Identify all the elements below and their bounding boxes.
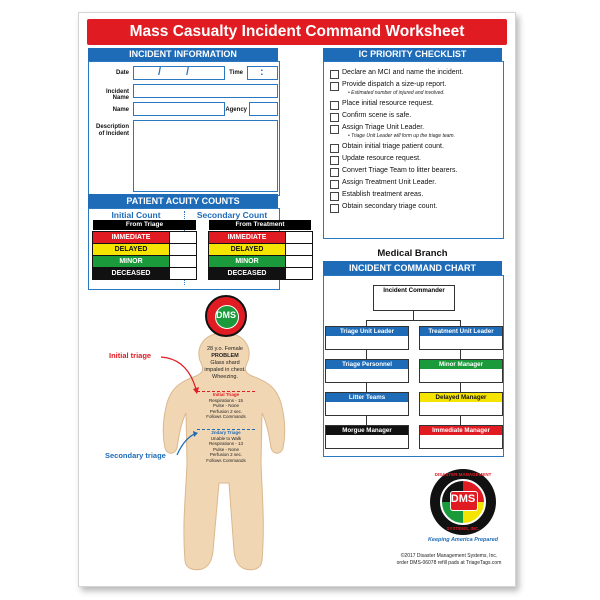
date-separator-2: / — [186, 66, 190, 78]
count-cell[interactable] — [169, 244, 196, 255]
morgue-manager-label: Morgue Manager — [326, 426, 408, 435]
date-label: Date — [115, 70, 129, 76]
footer-copyright: ©2017 Disaster Management Systems, Inc. — [400, 553, 498, 559]
minor-manager-box[interactable] — [419, 359, 503, 383]
secondary-deceased-row[interactable] — [208, 267, 313, 280]
immediate-label: IMMEDIATE — [93, 232, 169, 243]
tag-secondary-triage-block — [197, 429, 255, 463]
checklist-checkbox[interactable] — [330, 125, 339, 134]
checklist-item: Establish treatment areas. — [342, 191, 424, 198]
triage-personnel-label: Triage Personnel — [326, 360, 408, 369]
triage-unit-leader-box[interactable] — [325, 326, 409, 350]
minor-label: MINOR — [209, 256, 285, 267]
delayed-label: DELAYED — [93, 244, 169, 255]
tag-initial-line: Respirations - 15 — [208, 397, 244, 403]
checklist-checkbox[interactable] — [330, 180, 339, 189]
incident-info-header: INCIDENT INFORMATION — [88, 48, 278, 61]
checklist-checkbox[interactable] — [330, 156, 339, 165]
tag-initial-line: Follows Commands — [206, 414, 246, 419]
checklist-item: Confirm scene is safe. — [342, 112, 412, 119]
footer-logo-text: DMS — [450, 493, 476, 505]
checklist-item: Obtain initial triage patient count. — [342, 143, 444, 150]
tag-secondary-line: Unable to Walk — [210, 435, 242, 441]
footer-logo — [430, 469, 496, 535]
tag-secondary-title: 2ndary Triage — [211, 430, 241, 435]
tag-logo — [205, 295, 247, 337]
tag-initial-line: Perfusion 2 sec. — [209, 408, 243, 414]
count-cell[interactable] — [285, 244, 312, 255]
connector-line — [366, 320, 460, 321]
incident-name-field[interactable] — [133, 84, 278, 98]
chart-header: INCIDENT COMMAND CHART — [323, 261, 502, 275]
checklist-item: Provide dispatch a size-up report. — [342, 81, 447, 88]
incident-commander-box[interactable] — [373, 285, 455, 311]
count-cell[interactable] — [169, 268, 196, 279]
treatment-unit-leader-box[interactable] — [419, 326, 503, 350]
name-field[interactable] — [133, 102, 225, 116]
footer-slogan: Keeping America Prepared — [427, 537, 499, 543]
initial-triage-label: Initial triage — [109, 351, 152, 360]
checklist-item: Place initial resource request. — [342, 100, 434, 107]
connector-line — [366, 349, 367, 359]
morgue-manager-box[interactable] — [325, 425, 409, 449]
description-label: Description of Incident — [95, 124, 129, 137]
count-cell[interactable] — [169, 256, 196, 267]
secondary-triage-arrow — [175, 429, 201, 459]
incident-info-panel — [88, 61, 280, 196]
acuity-header: PATIENT ACUITY COUNTS — [88, 194, 278, 208]
connector-line — [413, 310, 414, 320]
litter-teams-box[interactable] — [325, 392, 409, 416]
immediate-manager-label: Immediate Manager — [420, 426, 502, 435]
incident-commander-label: Incident Commander — [383, 287, 445, 294]
connector-line — [366, 382, 367, 392]
tag-secondary-line: Follows Commands — [206, 457, 246, 463]
initial-count-title: Initial Count — [111, 210, 161, 220]
deceased-label: DECEASED — [93, 268, 169, 279]
tag-secondary-line: Pulse - None — [212, 446, 239, 452]
secondary-count-title: Secondary Count — [196, 210, 268, 220]
time-separator: : — [260, 66, 264, 78]
branch-title: Medical Branch — [377, 248, 448, 259]
footer-logo-ring-top: DISASTER MANAGEMENT — [434, 472, 492, 477]
initial-triage-arrow — [159, 353, 201, 397]
checklist-item: Update resource request. — [342, 155, 421, 162]
triage-personnel-box[interactable] — [325, 359, 409, 383]
checklist-checkbox[interactable] — [330, 192, 339, 201]
connector-line — [460, 382, 461, 392]
deceased-label: DECEASED — [209, 268, 285, 279]
delayed-label: DELAYED — [209, 244, 285, 255]
tag-secondary-line: Perfusion 2 sec. — [209, 452, 243, 457]
tag-initial-title: Initial Triage — [212, 392, 240, 397]
tag-problem-text: impaled in chest. — [204, 367, 246, 373]
count-cell[interactable] — [285, 256, 312, 267]
checklist-item: Obtain secondary triage count. — [342, 203, 438, 210]
tag-initial-line: Pulse - None — [212, 403, 239, 408]
immediate-manager-box[interactable] — [419, 425, 503, 449]
checklist-checkbox[interactable] — [330, 113, 339, 122]
count-cell[interactable] — [285, 232, 312, 243]
time-label: Time — [229, 70, 243, 76]
agency-field[interactable] — [249, 102, 278, 116]
tag-problem-text: Wheezing. — [212, 374, 238, 380]
time-field[interactable] — [247, 66, 278, 80]
agency-label: Agency — [225, 107, 247, 113]
minor-manager-label: Minor Manager — [420, 360, 502, 369]
connector-line — [460, 415, 461, 425]
tag-logo-text: DMS — [216, 310, 236, 320]
checklist-note: • Estimated number of injured and involved. — [348, 90, 445, 96]
date-field[interactable] — [133, 66, 225, 80]
connector-line — [460, 349, 461, 359]
tag-problem-label: PROBLEM — [211, 353, 239, 359]
checklist-item: Assign Triage Unit Leader. — [342, 124, 425, 131]
checklist-checkbox[interactable] — [330, 82, 339, 91]
checklist-checkbox[interactable] — [330, 168, 339, 177]
tag-initial-triage-block — [197, 391, 255, 420]
checklist-checkbox[interactable] — [330, 144, 339, 153]
incident-name-label: Incident Name — [105, 89, 129, 101]
worksheet-pad — [78, 12, 516, 587]
checklist-note: • Triage Unit Leader will form up the triage team. — [348, 133, 455, 139]
secondary-count-sub: From Treatment — [209, 220, 311, 230]
triage-unit-leader-label: Triage Unit Leader — [326, 327, 408, 336]
tag-problem-text: Glass shard — [210, 360, 240, 366]
date-separator-1: / — [158, 66, 162, 78]
delayed-manager-label: Delayed Manager — [420, 393, 502, 402]
checklist-item: Declare an MCI and name the incident. — [342, 69, 464, 76]
immediate-label: IMMEDIATE — [209, 232, 285, 243]
minor-label: MINOR — [93, 256, 169, 267]
delayed-manager-box[interactable] — [419, 392, 503, 416]
worksheet-title: Mass Casualty Incident Command Worksheet — [87, 19, 507, 45]
tag-secondary-line: Respirations - 13 — [208, 441, 244, 446]
initial-count-sub: From Triage — [93, 220, 196, 230]
tag-patient-info — [195, 346, 255, 381]
checklist-item: Assign Treatment Unit Leader. — [342, 179, 437, 186]
tag-patient-line: 28 y.o. Female — [207, 346, 243, 352]
checklist-item: Convert Triage Team to litter bearers. — [342, 167, 458, 174]
secondary-triage-label: Secondary triage — [105, 451, 166, 460]
name-label: Name — [112, 107, 129, 113]
checklist-checkbox[interactable] — [330, 70, 339, 79]
initial-deceased-row[interactable] — [92, 267, 197, 280]
description-field[interactable] — [133, 120, 278, 192]
count-cell[interactable] — [285, 268, 312, 279]
checklist-header: IC PRIORITY CHECKLIST — [323, 48, 502, 61]
connector-line — [366, 415, 367, 425]
checklist-checkbox[interactable] — [330, 101, 339, 110]
footer-logo-ring-bottom: SYSTEMS, INC. — [446, 526, 480, 531]
litter-teams-label: Litter Teams — [326, 393, 408, 402]
footer-order: order DMS-06078 refill pads at TriageTags.com — [396, 560, 502, 566]
count-cell[interactable] — [169, 232, 196, 243]
checklist-checkbox[interactable] — [330, 204, 339, 213]
treatment-unit-leader-label: Treatment Unit Leader — [420, 327, 502, 336]
